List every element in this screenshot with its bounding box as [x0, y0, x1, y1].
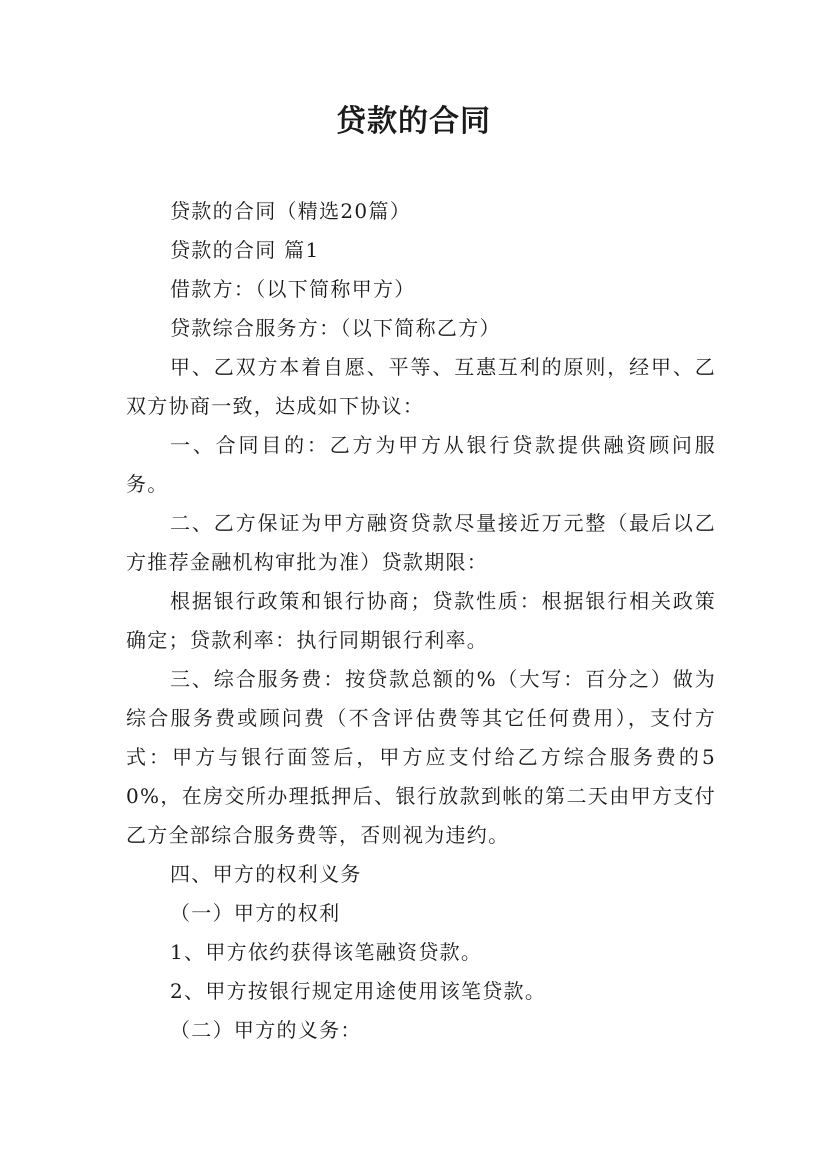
paragraph-clause-2-detail: 根据银行政策和银行协商；贷款性质：根据银行相关政策确定；贷款利率：执行同期银行利率。 [126, 589, 716, 652]
paragraph-obligations-heading: （二）甲方的义务： [170, 1018, 362, 1042]
paragraph-clause-4: 四、甲方的权利义务 [170, 862, 362, 886]
document-title: 贷款的合同 [336, 104, 491, 139]
paragraph-rights-heading: （一）甲方的权利 [170, 901, 341, 925]
paragraph-clause-3: 三、综合服务费：按贷款总额的%（大写：百分之）做为综合服务费或顾问费（不含评估费等其它任何费用），支付方式：甲方与银行面签后，甲方应支付给乙方综合服务费的50%，在房交所办理抵押后、银行放款到帐的第二天由甲方支付乙方全部综合服务费等，否则视为违约。 [126, 667, 716, 847]
paragraph-right-1: 1、甲方依约获得该笔融资贷款。 [170, 940, 483, 964]
paragraph-subtitle: 贷款的合同（精选20篇） [170, 199, 412, 223]
paragraph-clause-1: 一、合同目的：乙方为甲方从银行贷款提供融资顾问服务。 [126, 433, 716, 496]
paragraph-clause-2: 二、乙方保证为甲方融资贷款尽量接近万元整（最后以乙方推荐金融机构审批为准）贷款期限： [126, 511, 716, 574]
paragraph-borrower: 借款方：（以下简称甲方） [170, 277, 416, 301]
paragraph-right-2: 2、甲方按银行规定用途使用该笔贷款。 [170, 979, 547, 1003]
paragraph-service-provider: 贷款综合服务方：（以下简称乙方） [170, 316, 501, 340]
document-body [126, 192, 716, 1050]
paragraph-section-heading: 贷款的合同 篇1 [170, 238, 320, 262]
paragraph-preamble: 甲、乙双方本着自愿、平等、互惠互利的原则，经甲、乙双方协商一致，达成如下协议： [126, 355, 716, 418]
